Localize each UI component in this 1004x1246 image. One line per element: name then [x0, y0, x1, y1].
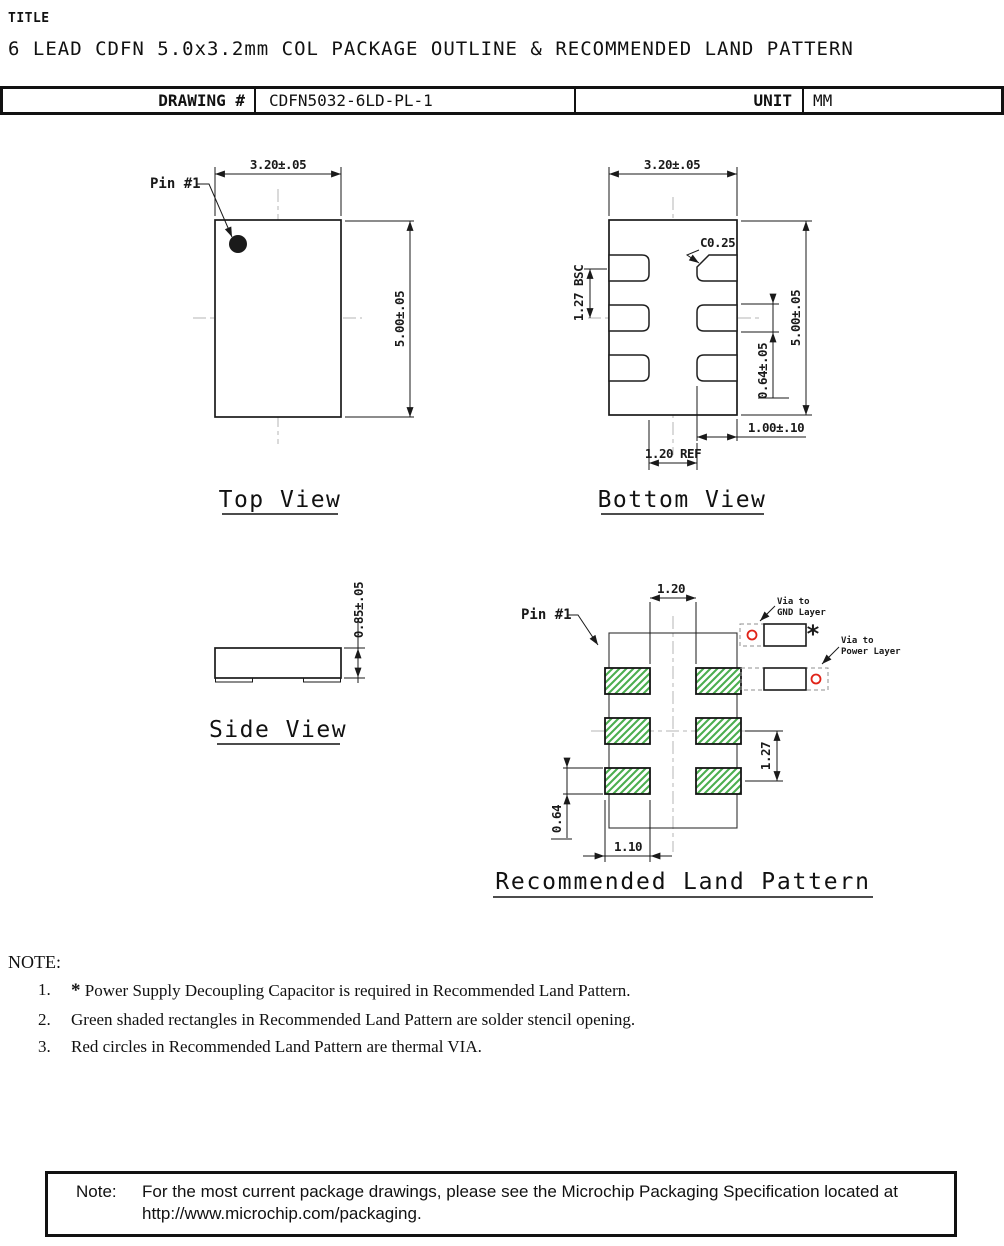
note-text: Red circles in Recommended Land Pattern are thermal VIA.	[71, 1037, 482, 1056]
bottom-pad-4	[697, 355, 737, 381]
bottom-pad-2	[609, 305, 649, 331]
side-view-height-dim: 0.85±.05	[351, 581, 366, 639]
power-thermal-via	[812, 675, 821, 684]
footer-note-line2: http://www.microchip.com/packaging.	[142, 1204, 422, 1224]
footer-note-text	[142, 1181, 944, 1225]
footer-note-label: Note:	[76, 1182, 117, 1201]
drawing-info-table	[0, 86, 1004, 115]
gnd-via-keepout-box	[740, 624, 764, 646]
bottom-view-width-dim: 3.20±.05	[643, 157, 701, 172]
pad-pitch-dim: 1.27 BSC	[571, 264, 586, 322]
decoupling-cap-asterisk: *	[805, 620, 821, 648]
top-view-height-dim: 5.00±.05	[392, 290, 407, 348]
land-pitch-dim: 1.27	[758, 741, 773, 771]
chamfer-dim: C0.25	[700, 235, 736, 250]
unit-label: UNIT	[576, 89, 804, 112]
stencil-pad-3	[605, 768, 650, 794]
stencil-pad-1	[605, 668, 650, 694]
gnd-thermal-via	[748, 631, 757, 640]
gnd-via-leader-arrow	[760, 606, 775, 621]
note-item-2	[8, 1009, 908, 1030]
top-view-title: Top View	[218, 487, 342, 513]
footer-note-line1: For the most current package drawings, please see the Microchip Packaging Specification located at	[142, 1182, 898, 1201]
bottom-view-title: Bottom View	[597, 487, 767, 513]
power-via-label-line2: Power Layer	[841, 647, 901, 657]
top-view-pin1-label: Pin #1	[150, 176, 201, 192]
drawing-canvas	[0, 128, 1004, 968]
pin1-indicator-dot	[229, 235, 247, 253]
bottom-pad-5	[697, 305, 737, 331]
bottom-pad-3	[609, 355, 649, 381]
bottom-view-height-dim: 5.00±.05	[788, 289, 803, 347]
top-view	[150, 157, 414, 514]
power-capacitor-pad	[764, 668, 806, 690]
asterisk-marker: *	[71, 980, 81, 1001]
footer-note-box	[45, 1171, 957, 1237]
note-item-3	[8, 1036, 908, 1057]
note-text	[71, 979, 631, 1003]
notes-heading: NOTE:	[8, 952, 61, 972]
drawing-number-label: DRAWING #	[3, 89, 256, 112]
gnd-via-label-line1: Via to	[777, 597, 810, 607]
stencil-pad-2	[605, 718, 650, 744]
land-pin1-label: Pin #1	[521, 607, 572, 623]
land-gap-dim: 1.20	[656, 581, 686, 596]
pad-height-dim: 0.64±.05	[755, 342, 770, 400]
center-ref-dim: 1.20 REF	[644, 446, 702, 461]
note-number: 2.	[38, 1009, 51, 1029]
power-via-label-line1: Via to	[841, 636, 874, 646]
side-view	[209, 582, 366, 744]
note-number: 3.	[38, 1037, 51, 1056]
drawing-number-value: CDFN5032-6LD-PL-1	[256, 89, 576, 112]
power-via-leader-arrow	[822, 647, 839, 664]
stencil-pad-5	[696, 718, 741, 744]
land-pad-height-dim: 0.64	[549, 804, 564, 834]
title-label: TITLE	[8, 11, 50, 26]
pad-length-dim: 1.00±.10	[747, 420, 805, 435]
notes-section	[8, 952, 908, 1057]
side-view-package-body	[215, 648, 341, 678]
gnd-via-label-line2: GND Layer	[777, 608, 826, 618]
top-view-width-dim: 3.20±.05	[249, 157, 307, 172]
unit-value: MM	[813, 91, 833, 110]
side-view-title: Side View	[208, 717, 348, 743]
land-pattern-title: Recommended Land Pattern	[495, 869, 871, 895]
land-pad-width-dim: 1.10	[613, 839, 643, 854]
bottom-pad-1	[609, 255, 649, 281]
note-text: Green shaded rectangles in Recommended Land Pattern are solder stencil opening.	[71, 1009, 636, 1029]
page-title: 6 LEAD CDFN 5.0x3.2mm COL PACKAGE OUTLINE & RECOMMENDED LAND PATTERN	[8, 38, 854, 60]
note-body: Power Supply Decoupling Capacitor is required in Recommended Land Pattern.	[80, 981, 631, 1000]
gnd-capacitor-pad	[764, 624, 806, 646]
stencil-pad-4	[696, 768, 741, 794]
note-item-1	[8, 979, 908, 1003]
land-pin1-leader-arrow	[567, 615, 598, 645]
land-pattern	[493, 581, 901, 897]
note-number: 1.	[38, 980, 51, 999]
stencil-pad-6	[696, 668, 741, 694]
bottom-view	[571, 157, 812, 514]
